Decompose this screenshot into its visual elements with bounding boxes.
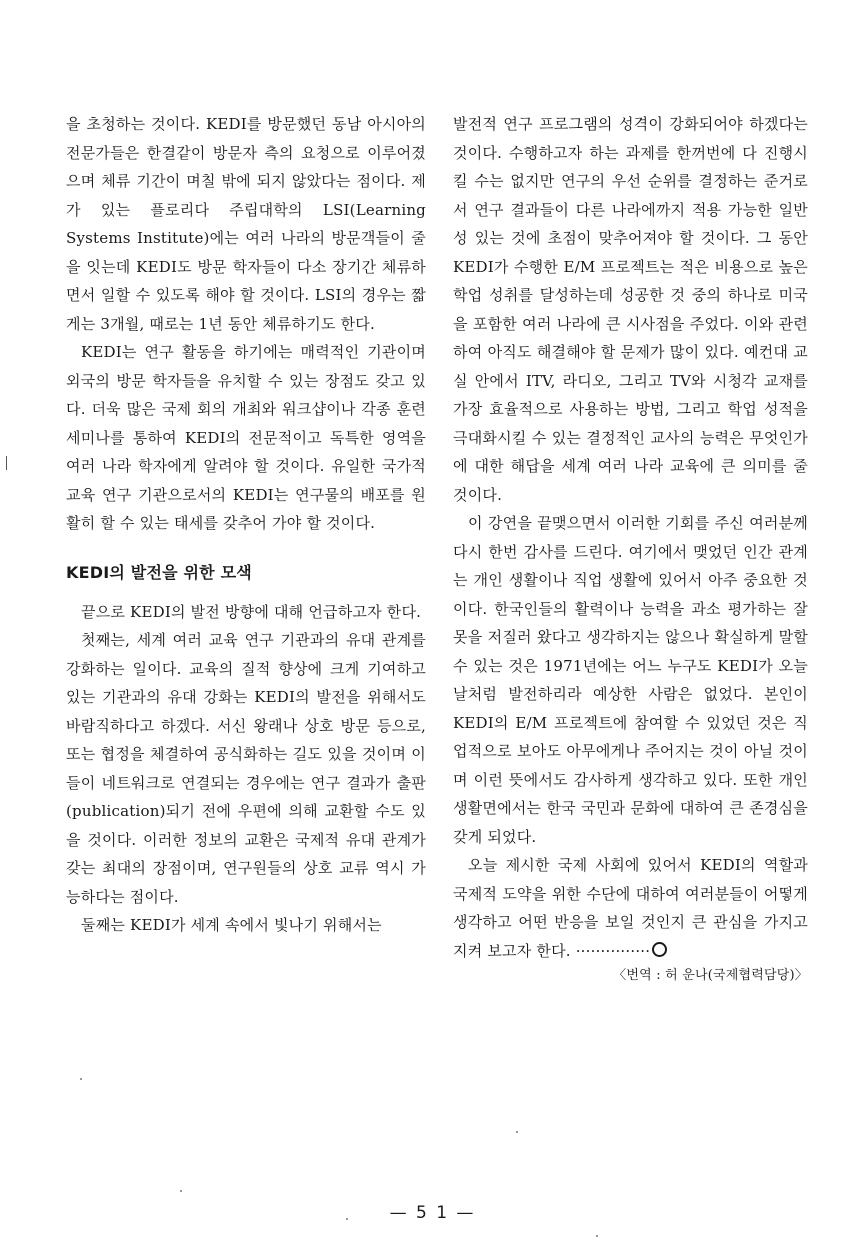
left-paragraph-4: 첫째는, 세계 여러 교육 연구 기관과의 유대 관계를 강화하는 일이다. 교육의 질적 향상에 크게 기여하고 있는 기관과의 유대 강화는 KEDI의 발전을 위해서도 바람직하다고 하겠다. 서신 왕래나 상호 방문 등으로, 또는 협정을 체결하여 공식화하는 길도 있을 것이며 이들이 네트워크로 연결되는 경우에는 연구 결과가 출판(publication)되기 전에 우편에 의해 교환할 수도 있을 것이다. 이러한 정보의 교환은 국제적 유대 관계가 갖는 최대의 장점이며, 연구원들의 상호 교류 역시 가능하다는 점이다.: [66, 631, 426, 906]
translator-credit: 〈번역 : 허 운나(국제협력담당)〉: [613, 968, 808, 983]
scan-speck: [516, 1131, 518, 1133]
dot-leader: ···············: [575, 941, 651, 960]
scan-speck: [180, 1190, 182, 1192]
margin-mark: [6, 456, 7, 470]
page-number: — 5 1 —: [389, 1203, 476, 1223]
left-paragraph-2: KEDI는 연구 활동을 하기에는 매력적인 기관이며 외국의 방문 학자들을 유치할 수 있는 장점도 갖고 있다. 더욱 많은 국제 회의 개최와 워크샵이나 각종 훈련 세미나를 통하여 KEDI의 전문적이고 독특한 영역을 여러 나라 학자에게 알려야 할 것이다. 유일한 국가적 교육 연구 기관으로서의 KEDI는 연구물의 배포를 원활히 할 수 있는 태세를 갖추어 가야 할 것이다.: [66, 343, 426, 532]
left-paragraph-1: 을 초청하는 것이다. KEDI를 방문했던 동남 아시아의 전문가들은 한결같이 방문자 측의 요청으로 이루어졌으며 체류 기간이 며칠 밖에 되지 않았다는 점이다. 제가 있는 플로리다 주립대학의 LSI(Learning Systems Institute)에는 여러 나라의 방문객들이 줄을 잇는데 KEDI도 방문 학자들이 다소 장기간 체류하면서 일할 수 있도록 해야 할 것이다. LSI의 경우는 짧게는 3개월, 때로는 1년 동안 체류하기도 한다.: [66, 115, 426, 333]
right-column: [453, 110, 808, 987]
closing-paragraph-text: 오늘 제시한 국제 사회에 있어서 KEDI의 역할과 국제적 도약을 위한 수단에 대하여 여러분들이 어떻게 생각하고 어떤 반응을 보일 것인지 큰 관심을 가지고 지켜 보고자 한다.: [453, 856, 808, 960]
end-mark-circle-icon: [652, 942, 667, 957]
right-paragraph-2: 이 강연을 끝맺으면서 이러한 기회를 주신 여러분께 다시 한번 감사를 드린다. 여기에서 맺었던 인간 관계는 개인 생활이나 직업 생활에 있어서 아주 중요한 것이다. 한국인들의 활력이나 능력을 과소 평가하는 잘못을 저질러 왔다고 생각하지는 않으나 확실하게 말할 수 있는 것은 1971년에는 어느 누구도 KEDI가 오늘날처럼 발전하리라 예상한 사람은 없었다. 본인이 KEDI의 E/M 프로젝트에 참여할 수 있었던 것은 직업적으로 보아도 아무에게나 주어지는 것이 아닐 것이며 이런 뜻에서도 감사하게 생각하고 있다. 또한 개인 생활면에서는 한국 국민과 문화에 대하여 큰 존경심을 갖게 되었다.: [453, 514, 808, 846]
left-paragraph-3: 끝으로 KEDI의 발전 방향에 대해 언급하고자 한다.: [81, 602, 422, 621]
left-column: [66, 110, 426, 940]
right-paragraph-3: [453, 851, 808, 965]
left-paragraph-5: 둘째는 KEDI가 세계 속에서 빛나기 위해서는: [81, 916, 382, 934]
scan-speck: [346, 1218, 348, 1220]
right-paragraph-1: 발전적 연구 프로그램의 성격이 강화되어야 하겠다는 것이다. 수행하고자 하는 과제를 한꺼번에 다 진행시킬 수는 없지만 연구의 우선 순위를 결정하는 준거로서 연구 결과들이 다른 나라에까지 적용 가능한 일반성 있는 것에 초점이 맞추어져야 할 것이다. 그 동안 KEDI가 수행한 E/M 프로젝트는 적은 비용으로 높은 학업 성취를 달성하는데 성공한 것 중의 하나로 미국을 포함한 여러 나라에 큰 시사점을 주었다. 이와 관련하여 아직도 해결해야 할 문제가 많이 있다. 예컨대 교실 안에서 ITV, 라디오, 그리고 TV와 시청각 교재를 가장 효율적으로 사용하는 방법, 그리고 학업 성적을 극대화시킬 수 있는 결정적인 교사의 능력은 무엇인가에 대한 해답을 세계 여러 나라 교육에 큰 의미를 줄 것이다.: [453, 115, 808, 504]
scan-speck: [80, 1078, 82, 1080]
scan-speck: [596, 1235, 598, 1237]
section-heading: KEDI의 발전을 위한 모색: [66, 562, 252, 582]
